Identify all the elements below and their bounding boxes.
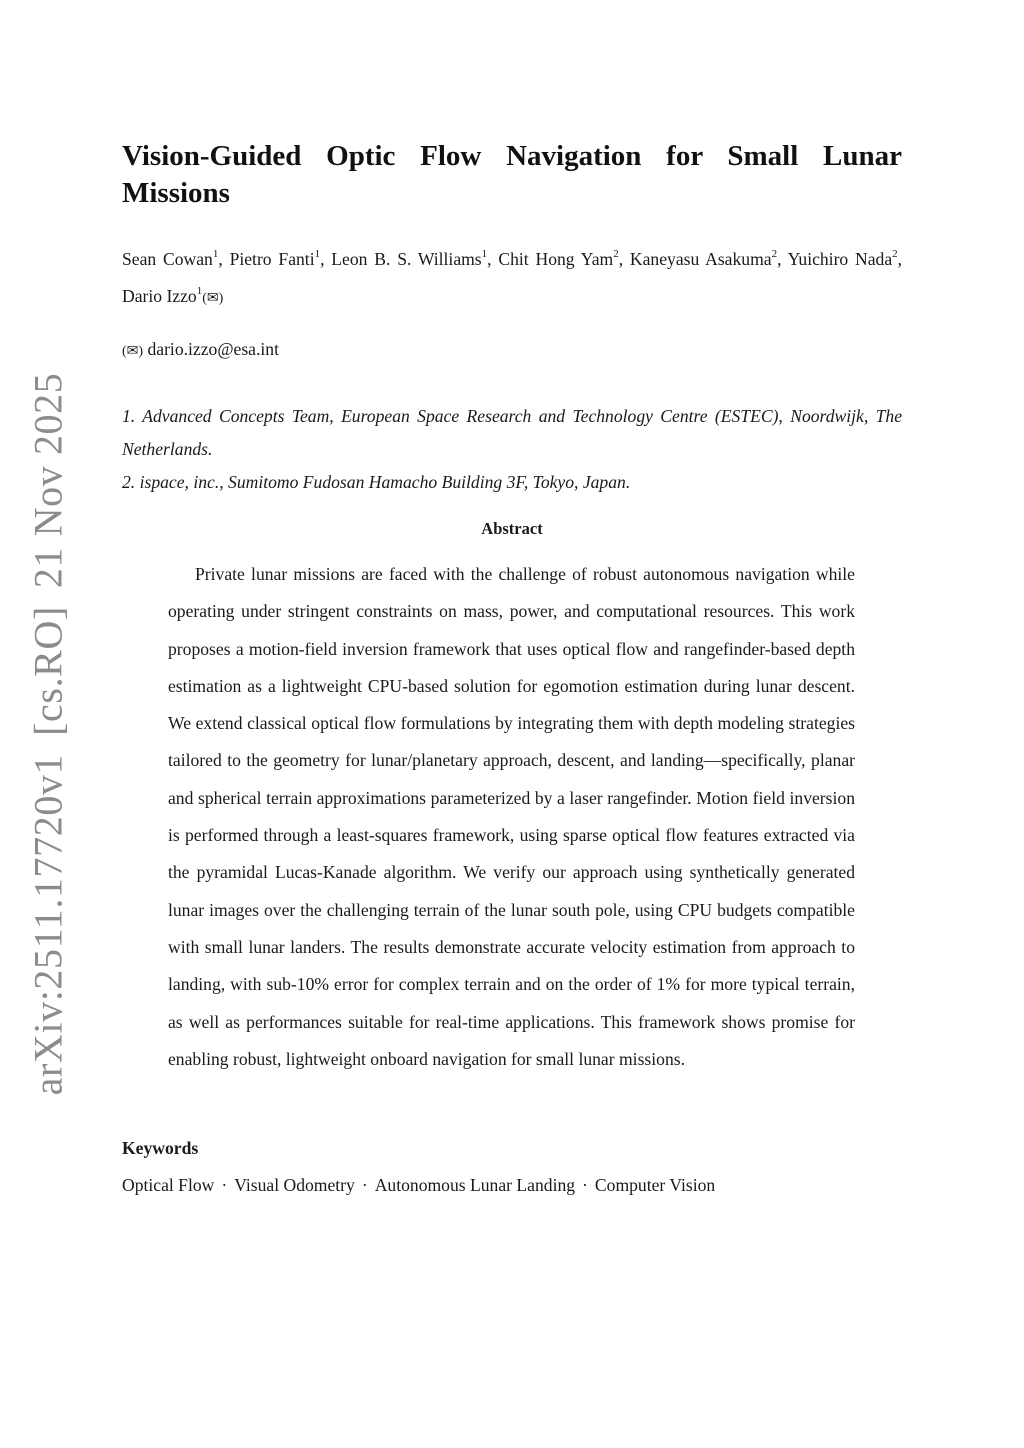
- keyword-separator: ·: [221, 1175, 228, 1195]
- author-affil-mark: 1: [314, 248, 321, 260]
- author-name: Kaneyasu Asakuma: [629, 249, 772, 269]
- author-affil-mark: 2: [771, 248, 778, 260]
- author-name: Leon B. S. Williams: [331, 249, 482, 269]
- author-affil-mark: 1: [481, 248, 488, 260]
- author-name: Sean Cowan: [122, 249, 213, 269]
- keyword-separator: ·: [361, 1175, 368, 1195]
- arxiv-side-stamp: [25, 355, 72, 1096]
- keyword: Optical Flow: [122, 1175, 215, 1195]
- contact-line: [122, 334, 279, 367]
- author-name: Chit Hong Yam: [498, 249, 614, 269]
- keyword: Autonomous Lunar Landing: [374, 1175, 576, 1195]
- abstract-text: Private lunar missions are faced with the challenge of robust autonomous navigation while operating under stringent constraints on mass, power, and computational resources. This work proposes a motion-field inversion framework that uses optical flow and rangefinder-based depth estimation as a lightweight CPU-based solution for egomotion estimation during lunar descent. We extend classical optical flow formulations by integrating them with depth modeling strategies tailored to the geometry for lunar/planetary approach, descent, and landing—specifically, planar and spherical terrain approximations parameterized by a laser rangefinder. Motion field inversion is performed through a least-squares framework, using sparse optical flow features extracted via the pyramidal Lucas-Kanade algorithm. We verify our approach using synthetically generated lunar images over the challenging terrain of the lunar south pole, using CPU budgets compatible with small lunar landers. The results demonstrate accurate velocity estimation from approach to landing, with sub-10% error for complex terrain and on the order of 1% for more typical terrain, as well as performances suitable for real-time applications. This framework shows promise for enabling robust, lightweight onboard navigation for small lunar missions.: [168, 564, 855, 1069]
- author-affil-mark: 1: [212, 248, 219, 260]
- arxiv-id: arXiv:2511.17720v1: [25, 753, 71, 1096]
- corresponding-author-envelope-icon: (✉): [202, 291, 224, 306]
- affiliation-1: 1. Advanced Concepts Team, European Space Research and Technology Centre (ESTEC), Noordwijk, The Netherlands.: [122, 406, 902, 459]
- contact-email[interactable]: dario.izzo@esa.int: [147, 339, 279, 359]
- author-list: Sean Cowan$^1$, Pietro Fanti$^1$, Leon B. S. Williams$^1$, Chit Hong Yam$^2$, Kaneyasu Asakuma$^2$, Yuichiro Nada$^2$, Dario Izzo$^1$(✉): [122, 248, 903, 306]
- author-affil-mark: 2: [892, 248, 898, 260]
- author-affil-mark: 1: [196, 285, 203, 297]
- author-name: Pietro Fanti: [229, 249, 315, 269]
- affiliation-2: 2. ispace, inc., Sumitomo Fudosan Hamacho Building 3F, Tokyo, Japan.: [122, 472, 631, 492]
- arxiv-date: 21 Nov 2025: [25, 372, 71, 589]
- keyword: Computer Vision: [594, 1175, 716, 1195]
- keyword: Visual Odometry: [234, 1175, 355, 1195]
- author-name: Yuichiro Nada: [787, 249, 893, 269]
- abstract-heading: Abstract: [481, 519, 543, 538]
- author-affil-mark: 2: [613, 248, 619, 260]
- arxiv-category: [cs.RO]: [25, 606, 71, 736]
- paper-title: Vision-Guided Optic Flow Navigation for Small Lunar Missions: [122, 140, 902, 209]
- author-name: Dario Izzo: [122, 286, 197, 306]
- envelope-icon: (✉): [122, 344, 144, 359]
- keyword-separator: ·: [582, 1175, 588, 1195]
- keywords-heading: Keywords: [122, 1138, 199, 1158]
- keywords-list: [122, 1173, 715, 1197]
- affiliations: [122, 400, 902, 499]
